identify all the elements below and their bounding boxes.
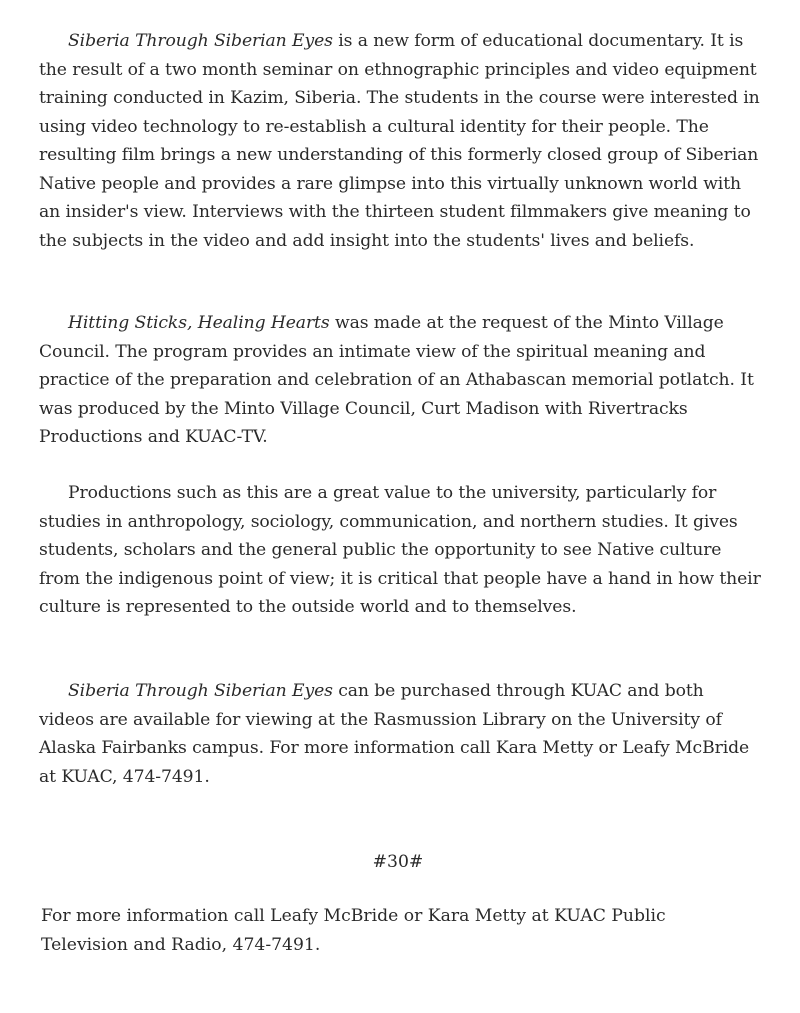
- film-title-siberia: Siberia Through Siberian Eyes: [68, 31, 333, 51]
- footer-contact: For more information call Leafy McBride or Kara Metty at KUAC Public Television and Radio, 474-7491.: [41, 906, 666, 955]
- paragraph-productions-value: [39, 479, 761, 622]
- paragraph-siberia-intro: [39, 27, 761, 255]
- paragraph-purchase-info: [39, 677, 761, 791]
- end-marker-text: #30#: [372, 852, 424, 872]
- end-marker: [0, 848, 800, 877]
- paragraph-text: was made at the request of the Minto Village Council. The program provides an intimate view of the spiritual meaning and practice of the preparation and celebration of an Athabascan memorial potlatch. It was produced by the Minto Village Council, Curt Madison with Rivertracks Productions and KUAC-TV.: [39, 313, 754, 447]
- paragraph-text: is a new form of educational documentary. It is the result of a two month seminar on ethnographic principles and video equipment training conducted in Kazim, Siberia. The students in the course were interested in using video technology to re-establish a cultural identity for their people. The resulting film brings a new understanding of this formerly closed group of Siberian Native people and provides a rare glimpse into this virtually unknown world with an insider's view. Interviews with the thirteen student filmmakers give meaning to the subjects in the video and add insight into the students' lives and beliefs.: [39, 31, 760, 251]
- paragraph-text: Productions such as this are a great value to the university, particularly for studies in anthropology, sociology, communication, and northern studies. It gives students, scholars and the general public the opportunity to see Native culture from the indigenous point of view; it is critical that people have a hand in how their culture is represented to the outside world and to themselves.: [39, 483, 761, 617]
- paragraph-hitting-sticks: [39, 309, 761, 452]
- paragraph-text: can be purchased through KUAC and both videos are available for viewing at the Rasmussion Library on the University of Alaska Fairbanks campus. For more information call Kara Metty or Leafy McBride at KUAC, 474-7491.: [39, 681, 750, 787]
- film-title-siberia: Siberia Through Siberian Eyes: [68, 681, 333, 701]
- film-title-hitting-sticks: Hitting Sticks, Healing Hearts: [68, 313, 330, 333]
